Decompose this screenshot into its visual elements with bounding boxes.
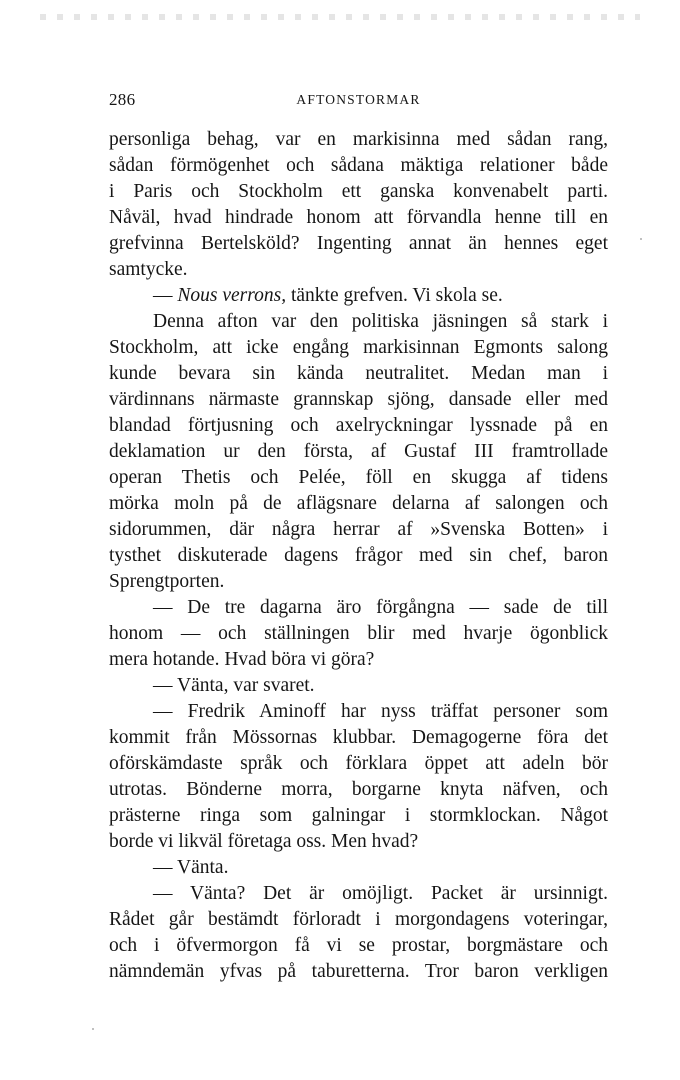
dialogue-line: — De tre dagarna äro förgångna — sade de till [153, 597, 608, 618]
dialogue-line: — Vänta? Det är omöjligt. Packet är ursinnigt. [153, 883, 608, 904]
text-line: sådan förmögenhet och sådana mäktiga relationer både [109, 155, 608, 176]
text-line: mörka moln på de aflägsnare delarna af salongen och [109, 493, 608, 514]
text-line: tysthet diskuterade dagens frågor med sin chef, baron [109, 545, 608, 566]
italic-phrase: Nous verrons, [177, 285, 287, 306]
text-line: oförskämdaste språk och förklara öppet att adeln bör [109, 753, 608, 774]
text-line: Stockholm, att icke engång markisinnan Egmonts salong [109, 337, 608, 358]
dialogue-line: — Vänta, var svaret. [153, 675, 315, 696]
text-line: grefvinna Bertelsköld? Ingenting annat än hennes eget [109, 233, 608, 254]
page-number: 286 [109, 90, 136, 109]
text-line: utrotas. Bönderne morra, borgarne knyta näfven, och [109, 779, 608, 800]
text-line: och i öfvermorgon få vi se prostar, borgmästare och [109, 935, 608, 956]
text-line: mera hotande. Hvad böra vi göra? [109, 649, 375, 670]
text-line: honom — och ställningen blir med hvarje ögonblick [109, 623, 608, 644]
text-line: kommit från Mössornas klubbar. Demagogerne föra det [109, 727, 608, 748]
text-line: Rådet går bestämdt förloradt i morgondagens voteringar, [109, 909, 608, 930]
dialogue-line [109, 283, 608, 309]
text-line: samtycke. [109, 259, 188, 280]
dialogue-line: — Fredrik Aminoff har nyss träffat personer som [153, 701, 608, 722]
text-line: värdinnans närmaste grannskap sjöng, dansade eller med [109, 389, 608, 410]
text-line: Nåväl, hvad hindrade honom att förvandla henne till en [109, 207, 608, 228]
running-head: AFTONSTORMAR [296, 92, 421, 107]
text-line: i Paris och Stockholm ett ganska konvenabelt parti. [109, 181, 608, 202]
text-line: blandad förtjusning och axelryckningar lyssnade på en [109, 415, 608, 436]
text-line: borde vi likväl företaga oss. Men hvad? [109, 831, 419, 852]
text-line: personliga behag, var en markisinna med sådan rang, [109, 129, 608, 150]
text-line: Sprengtporten. [109, 571, 225, 592]
text-line: operan Thetis och Pelée, föll en skugga af tidens [109, 467, 608, 488]
text-line: deklamation ur den första, af Gustaf III framtrollade [109, 441, 608, 462]
page-header [109, 90, 608, 118]
dialogue-rest: tänkte grefven. Vi skola se. [286, 285, 503, 306]
text-line: kunde bevara sin kända neutralitet. Medan man i [109, 363, 608, 384]
scan-speck [92, 1028, 94, 1030]
dialogue-line: — Vänta. [153, 857, 229, 878]
paragraph-start: Denna afton var den politiska jäsningen så stark i [153, 311, 608, 332]
text-line: nämndemän yfvas på taburetterna. Tror baron verkligen [109, 961, 608, 982]
scan-noise-top [40, 14, 640, 20]
body-text [109, 127, 608, 985]
dash: — [153, 285, 178, 306]
text-line: prästerne ringa som galningar i stormklockan. Något [109, 805, 608, 826]
scan-speck [640, 238, 642, 240]
text-line: sidorummen, där några herrar af »Svenska Botten» i [109, 519, 608, 540]
